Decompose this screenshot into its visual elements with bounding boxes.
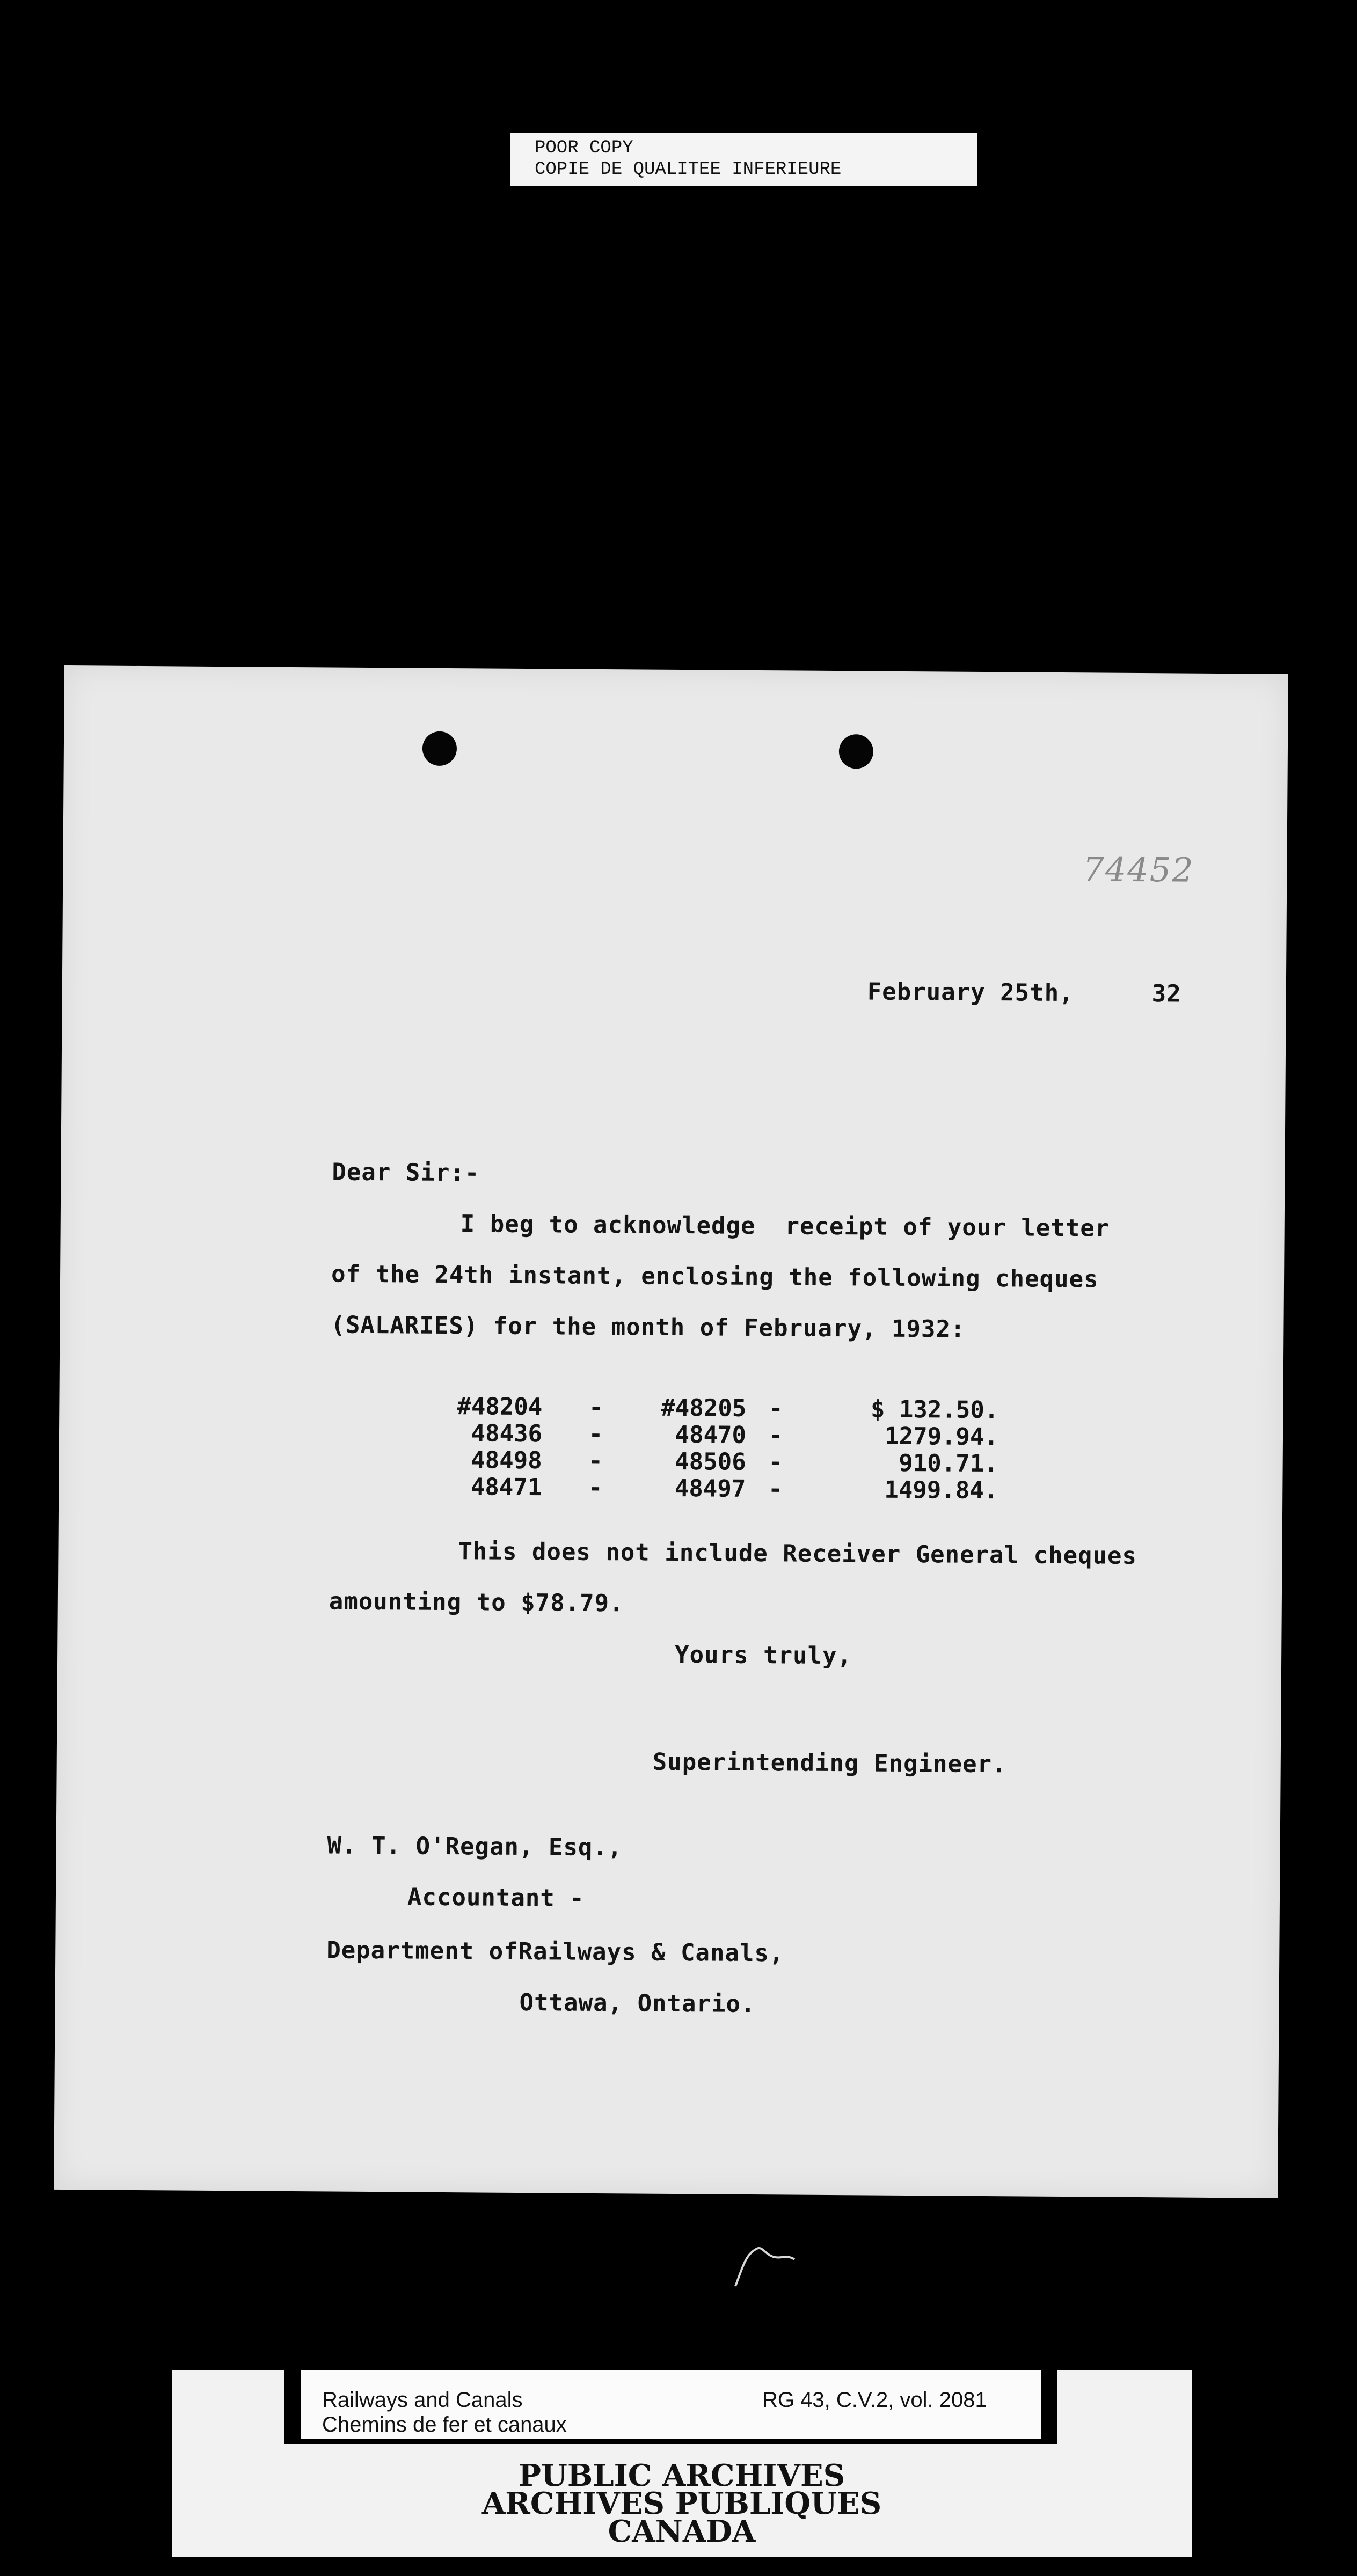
collection-name-en: Railways and Canals (322, 2388, 523, 2412)
cheque-row (419, 1446, 998, 1477)
cheque-amount: $ 132.50. (870, 1395, 999, 1424)
cheque-row (419, 1419, 998, 1451)
archive-title-line: CANADA (608, 2514, 756, 2549)
cheque-dash: - (768, 1448, 783, 1476)
cheque-dash: - (768, 1421, 783, 1449)
cheque-from: #48204 (457, 1392, 543, 1421)
body-line: of the 24th instant, enclosing the following cheques (331, 1260, 1099, 1293)
letter-page (54, 665, 1288, 2198)
body-line: I beg to acknowledge receipt of your letter (460, 1210, 1110, 1242)
pen-mark (730, 2233, 811, 2292)
punch-hole-left (422, 731, 457, 766)
letter-date: February 25th, (867, 978, 1074, 1007)
archive-title-line: PUBLIC ARCHIVES (518, 2458, 845, 2493)
poor-copy-banner (510, 133, 977, 186)
poor-copy-label-fr: COPIE DE QUALITEE INFERIEURE (535, 159, 842, 180)
collection-name-fr: Chemins de fer et canaux (322, 2413, 567, 2436)
cheque-amount: 1499.84. (884, 1476, 998, 1504)
archive-label (172, 2370, 1192, 2557)
address-line: Accountant - (407, 1883, 585, 1912)
cheque-to: 48470 (675, 1421, 747, 1449)
archive-reference: RG 43, C.V.2, vol. 2081 (762, 2388, 987, 2412)
letter-year: 32 (1151, 980, 1181, 1008)
cheque-dash: - (588, 1393, 603, 1421)
salutation: Dear Sir:- (332, 1158, 480, 1187)
cheque-row (419, 1393, 998, 1424)
cheque-row (418, 1473, 998, 1504)
note-line: amounting to $78.79. (329, 1587, 624, 1618)
cheque-dash: - (768, 1475, 783, 1503)
cheque-to: 48497 (674, 1474, 746, 1503)
cheque-to: 48506 (675, 1447, 746, 1476)
archive-title-line: ARCHIVES PUBLIQUES (481, 2486, 882, 2521)
closing: Yours truly, (674, 1641, 852, 1670)
cheque-amount: 1279.94. (884, 1422, 999, 1451)
cheque-amount: 910.71. (899, 1449, 998, 1477)
punch-hole-right (839, 734, 873, 769)
cheque-dash: - (588, 1420, 603, 1448)
cheque-from: 48498 (471, 1446, 542, 1474)
cheque-from: 48471 (470, 1473, 542, 1501)
cheque-dash: - (588, 1447, 603, 1475)
poor-copy-label-en: POOR COPY (535, 138, 633, 158)
address-line: Ottawa, Ontario. (519, 1988, 756, 2018)
address-line: Department ofRailways & Canals, (326, 1936, 784, 1967)
cheque-table (418, 1393, 998, 1504)
cheque-to: #48205 (661, 1394, 747, 1422)
signature-title: Superintending Engineer. (652, 1748, 1007, 1779)
collection-label (284, 2370, 1057, 2444)
cheque-from: 48436 (471, 1419, 543, 1447)
note-line: This does not include Receiver General cheques (458, 1538, 1137, 1570)
address-line: W. T. O'Regan, Esq., (327, 1832, 623, 1862)
cheque-dash: - (768, 1394, 783, 1422)
file-number-stamp: 74452 (1083, 850, 1194, 890)
body-line: (SALARIES) for the month of February, 1932: (331, 1311, 966, 1343)
cheque-dash: - (588, 1474, 603, 1502)
